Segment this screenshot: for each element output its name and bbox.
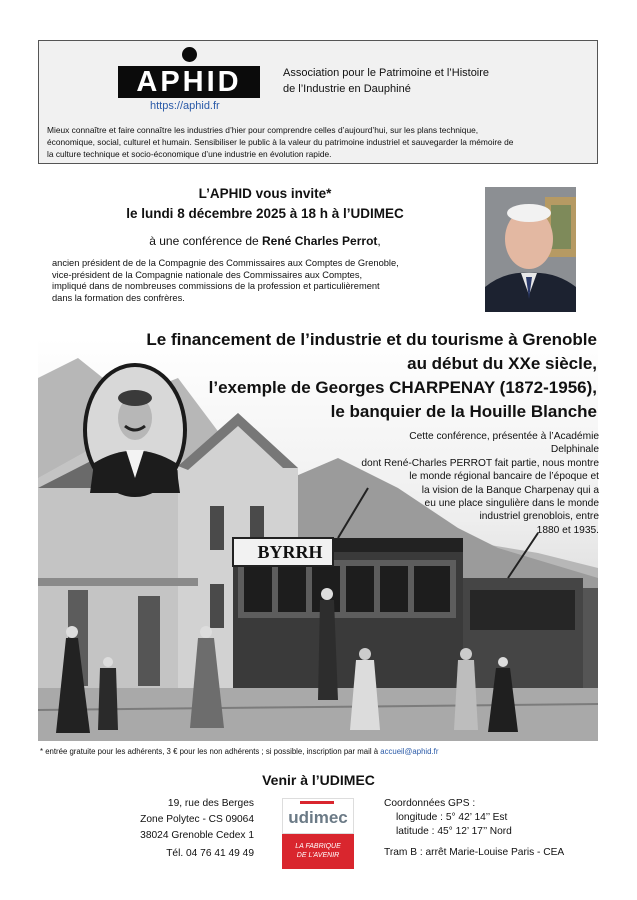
speaker-bio bbox=[52, 258, 472, 304]
entry-footnote bbox=[40, 747, 438, 756]
address-line: 38024 Grenoble Cedex 1 bbox=[140, 830, 254, 841]
website-link[interactable]: https://aphid.fr bbox=[150, 100, 220, 112]
aphid-logo bbox=[118, 66, 260, 98]
bio-line: vice-président de la Compagnie nationale des Commissaires aux Comptes, bbox=[52, 269, 363, 280]
speaker-portrait-photo bbox=[485, 187, 576, 312]
aphid-logo-text: APHID bbox=[136, 65, 242, 98]
mission-statement bbox=[47, 124, 592, 160]
speaker-prefix: à une conférence de bbox=[149, 234, 263, 248]
tram-sign-byrrh: BYRRH bbox=[257, 542, 323, 562]
association-name-line-2: de l’Industrie en Dauphiné bbox=[283, 83, 411, 95]
gps-latitude: latitude : 45° 12’ 17’’ Nord bbox=[396, 826, 512, 837]
bio-line: ancien président de de la Compagnie des Commissaires aux Comptes de Grenoble, bbox=[52, 258, 399, 268]
bio-line: dans la formation des confrères. bbox=[52, 292, 185, 303]
description-line: industriel grenoblois, entre bbox=[479, 511, 599, 523]
description-line: Cette conférence, présentée à l’Académie Delphinale bbox=[409, 431, 599, 456]
footnote-text: * entrée gratuite pour les adhérents, 3 € pour les non adhérents ; si possible, inscription par mail à bbox=[40, 747, 381, 756]
address-line: 19, rue des Berges bbox=[167, 798, 254, 809]
association-name-line-1: Association pour le Patrimoine et l’Histoire bbox=[283, 67, 490, 79]
phone-number: Tél. 04 76 41 49 49 bbox=[166, 848, 254, 859]
udimec-tagline-1: LA FABRIQUE bbox=[295, 843, 341, 850]
invitation-line-1: L’APHID vous invite* bbox=[198, 186, 332, 201]
description-line: le monde régional bancaire de l’époque et bbox=[409, 471, 599, 483]
mission-line: économique, social, culturel et humain. Sensibiliser le public à la valeur du patrimoine industriel et sauvegarder la mémoire de bbox=[47, 137, 514, 147]
address-line: Zone Polytec - CS 09064 bbox=[140, 814, 254, 825]
lecture-title-line-4: le banquier de la Houille Blanche bbox=[330, 402, 597, 421]
speaker-name: René Charles Perrot bbox=[262, 234, 378, 248]
lecture-title-line-3: l’exemple de Georges CHARPENAY (1872-1956), bbox=[208, 378, 597, 397]
description-line: dont René-Charles PERROT fait partie, nous montre bbox=[361, 457, 599, 469]
historic-tram-photo bbox=[38, 338, 598, 741]
udimec-logo bbox=[282, 798, 354, 869]
bio-line: impliqué dans de nombreuses commissions de la profession et particulièrement bbox=[52, 281, 380, 292]
venue-heading: Venir à l’UDIMEC bbox=[262, 772, 375, 788]
mission-line: la culture technique et socio-économique d’une industrie en évolution rapide. bbox=[47, 149, 332, 159]
lecture-title-line-1: Le financement de l’industrie et du tourisme à Grenoble bbox=[146, 330, 597, 349]
contact-email-link[interactable]: accueil@aphid.fr bbox=[380, 747, 439, 756]
gps-longitude: longitude : 5° 42’ 14’’ Est bbox=[396, 812, 508, 823]
lecture-title-line-2: au début du XXe siècle, bbox=[407, 354, 597, 373]
udimec-tagline-2: DE L’AVENIR bbox=[296, 852, 340, 859]
lecture-description bbox=[359, 430, 599, 537]
conference-speaker-line bbox=[60, 234, 470, 248]
description-line: eu une place singulière dans le monde bbox=[424, 498, 599, 510]
invitation-date-line: le lundi 8 décembre 2025 à 18 h à l’UDIMEC bbox=[126, 206, 404, 221]
aphid-logo-dot bbox=[182, 47, 197, 62]
gps-label: Coordonnées GPS : bbox=[384, 798, 476, 809]
description-line: 1880 et 1935. bbox=[536, 524, 599, 536]
speaker-suffix: , bbox=[377, 234, 381, 248]
description-line: la vision de la Banque Charpenay qui a bbox=[421, 484, 599, 496]
udimec-logo-text: udimec bbox=[288, 808, 348, 827]
tram-stop-info: Tram B : arrêt Marie-Louise Paris - CEA bbox=[384, 847, 565, 858]
mission-line: Mieux connaître et faire connaître les industries d’hier pour comprendre celles d’aujourd’hui, sur les plans technique, bbox=[47, 125, 479, 135]
